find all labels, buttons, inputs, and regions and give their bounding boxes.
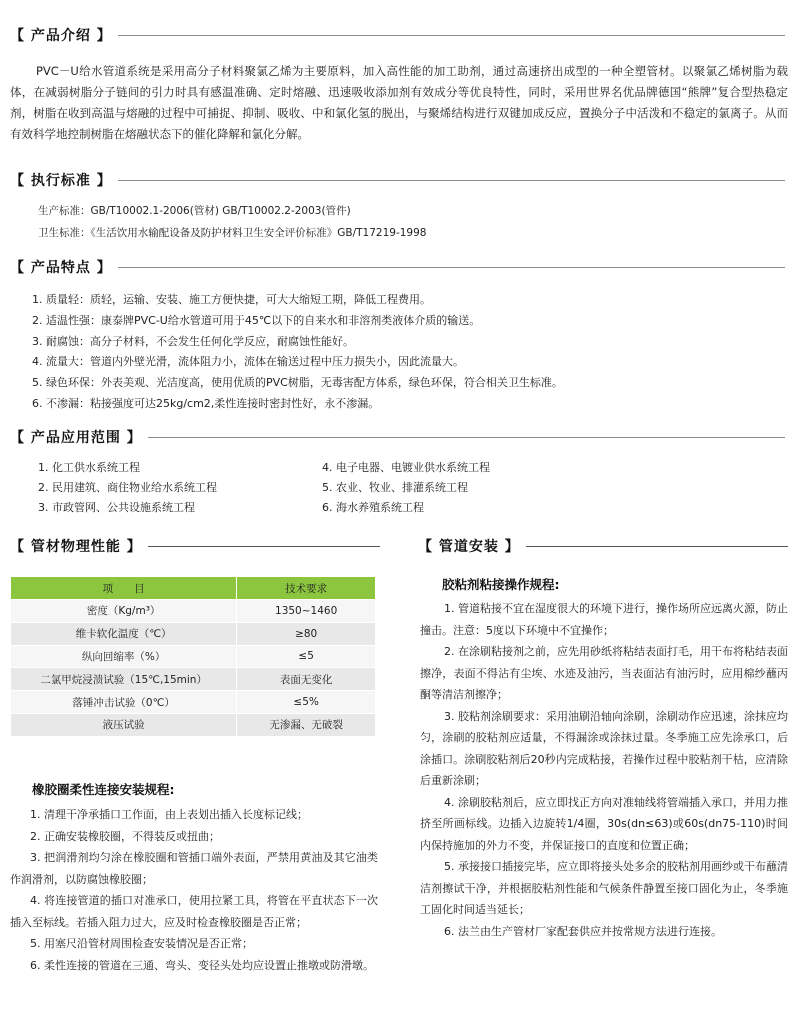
list-item: 4. 将连接管道的插口对准承口，使用拉紧工具，将管在平直状态下一次插入至标线。若插入阻力过大，应及时检查橡胶圈是否正常； [10,894,378,929]
list-item: 5. 承接接口插接完毕，应立即将接头处多余的胶粘剂用画纱或干布蘸清洁剂擦试干净，并根据胶粘剂性能和气候条件静置至接口固化为止，冬季施工固化时间适当延长； [420,860,788,916]
table-cell: ≤5% [237,691,376,714]
list-item: 2. 正确安装橡胶圈，不得装反或扭曲； [30,829,220,843]
physical-divider [148,546,380,547]
standard-header [10,170,785,190]
table-cell: 无渗漏、无破裂 [237,713,376,736]
list-item: 6. 柔性连接的管道在三通、弯头、变径头处均应设置止推墩或防滑墩。 [30,958,374,972]
list-item: 4. 涂刷胶粘剂后，应立即找正方向对准轴线将管端插入承口，并用力推挤至所画标线。边插入边旋转1/4圈，30s(dn≤63)或60s(dn75-110)时间内保持施加的外力不变，并保证接口的直度和位置正确； [420,795,788,852]
table-cell: 二氯甲烷浸溃试验（15℃,15min） [11,668,237,691]
rubber-ring-title: 橡胶圈柔性连接安装规程: [32,782,175,797]
list-item: 1. 管道粘接不宜在湿度很大的环境下进行，操作场所应远离火源，防止撞击。注意：5度以下环境中不宜操作； [420,602,788,637]
list-item: 2. 适温性强：康泰牌PVC-U给水管道可用于45℃以下的自来水和非溶剂类液体介质的输送。 [32,313,481,327]
physical-header [10,536,380,556]
application-right [322,458,490,518]
adhesive-title: 胶粘剂粘接操作规程: [442,577,560,592]
table-header-requirement: 技术要求 [237,577,376,600]
table-row [11,645,376,668]
application-left [38,458,217,518]
install-header [418,536,788,556]
table-cell: 落锤冲击试验（0℃） [11,691,237,714]
rubber-ring-steps [10,804,378,976]
table-cell: 纵向回缩率（%） [11,645,237,668]
table-row [11,600,376,623]
table-row [11,691,376,714]
adhesive-steps [420,598,788,942]
list-item: 4. 电子电器、电镀业供水系统工程 [322,461,490,474]
list-item: 1. 清理干净承插口工作面，由上表划出插入长度标记线； [30,808,308,821]
intro-text: PVC－U给水管道系统是采用高分子材料聚氯乙烯为主要原料，加入高性能的加工助剂，通过高速挤出成型的一种全塑管材。以聚氯乙烯树脂为载体，在减弱树脂分子链间的引力时具有感温准确、定时熔融、迅速吸收添加剂有效成分等优良特性，同时，采用世界名优品牌德国“熊牌”复合型热稳定剂，树脂在收到高温与熔融的过程中可捕捉、抑制、吸收、中和氯化氢的脱出，与聚烯结构进行双键加成反应，置换分子中活泼和不稳定的氯离子。从而有效科学地控制树脂在熔融状态下的催化降解和氯化分解。 [10,64,788,141]
list-item: 3. 胶粘剂涂刷要求：采用油刷沿轴向涂刷，涂刷动作应迅速，涂抹应均匀，涂刷的胶粘剂应适量，不得漏涂或涂抹过量。冬季施工应先涂承口，后涂插口。涂刷胶粘剂后20秒内完成粘接，若操作过程中胶粘剂干枯，应清除后重新涂刷； [420,709,788,787]
physical-title: 【 管材物理性能 】 [10,539,142,555]
standard-production: 生产标准：GB/T10002.1-2006(管材) GB/T10002.2-2003(管件) [38,205,351,217]
list-item: 5. 农业、牧业、排灌系统工程 [322,481,468,494]
list-item: 5. 用塞尺沿管材周围检查安装情况是否正常； [30,937,253,950]
list-item: 4. 流量大：管道内外壁光滑，流体阻力小，流体在输送过程中压力损失小，因此流量大。 [32,355,464,369]
table-cell: 1350~1460 [237,600,376,623]
application-divider [148,437,785,438]
table-header-item: 项 目 [11,577,237,600]
list-item: 3. 把润滑剂均匀涂在橡胶圈和管插口端外表面，严禁用黄油及其它油类作润滑剂，以防腐蚀橡胶圈； [10,851,378,886]
list-item: 2. 在涂刷粘接剂之前，应先用砂纸将粘结表面打毛，用干布将粘结表面擦净，表面不得沾有尘埃、水迹及油污，当表面沾有油污时，应用棉纱蘸丙酮等清洁剂擦净； [420,645,788,701]
standard-lines [38,200,778,244]
features-divider [118,267,785,268]
list-item: 1. 质量轻：质轻，运输、安装、施工方便快捷，可大大缩短工期，降低工程费用。 [32,293,431,306]
table-row [11,668,376,691]
physical-properties-table [10,576,376,737]
table-cell: 液压试验 [11,713,237,736]
table-cell: ≤5 [237,645,376,668]
application-header [10,427,785,447]
list-item: 6. 海水养殖系统工程 [322,501,424,514]
list-item: 3. 市政管网、公共设施系统工程 [38,501,195,514]
features-title: 【 产品特点 】 [10,260,112,276]
standard-divider [118,180,785,181]
list-item: 1. 化工供水系统工程 [38,461,140,474]
list-item: 6. 法兰由生产管材厂家配套供应并按常规方法进行连接。 [444,924,722,938]
table-row [11,622,376,645]
install-title: 【 管道安装 】 [418,539,520,555]
install-divider [526,546,788,547]
application-title: 【 产品应用范围 】 [10,430,142,446]
features-header [10,257,785,277]
features-list [32,290,782,415]
standard-hygiene: 卫生标准：《生活饮用水输配设备及防护材料卫生安全评价标准》GB/T17219-1998 [38,227,427,239]
table-header-row [11,577,376,600]
list-item: 6. 不渗漏：粘接强度可达25kg/cm2,柔性连接时密封性好，永不渗漏。 [32,396,380,410]
table-row [11,713,376,736]
intro-header [10,25,785,45]
table-cell: 密度（Kg/m³） [11,600,237,623]
table-cell: 表面无变化 [237,668,376,691]
table-cell: ≥80 [237,622,376,645]
intro-title: 【 产品介绍 】 [10,28,112,44]
intro-divider [118,35,785,36]
table-cell: 维卡软化温度（℃） [11,622,237,645]
standard-title: 【 执行标准 】 [10,173,112,189]
list-item: 2. 民用建筑、商住物业给水系统工程 [38,481,217,494]
list-item: 3. 耐腐蚀：高分子材料，不会发生任何化学反应，耐腐蚀性能好。 [32,334,354,348]
list-item: 5. 绿色环保：外表美观、光洁度高，使用优质的PVC树脂，无毒害配方体系，绿色环保，符合相关卫生标准。 [32,376,563,390]
intro-paragraph [10,61,788,145]
